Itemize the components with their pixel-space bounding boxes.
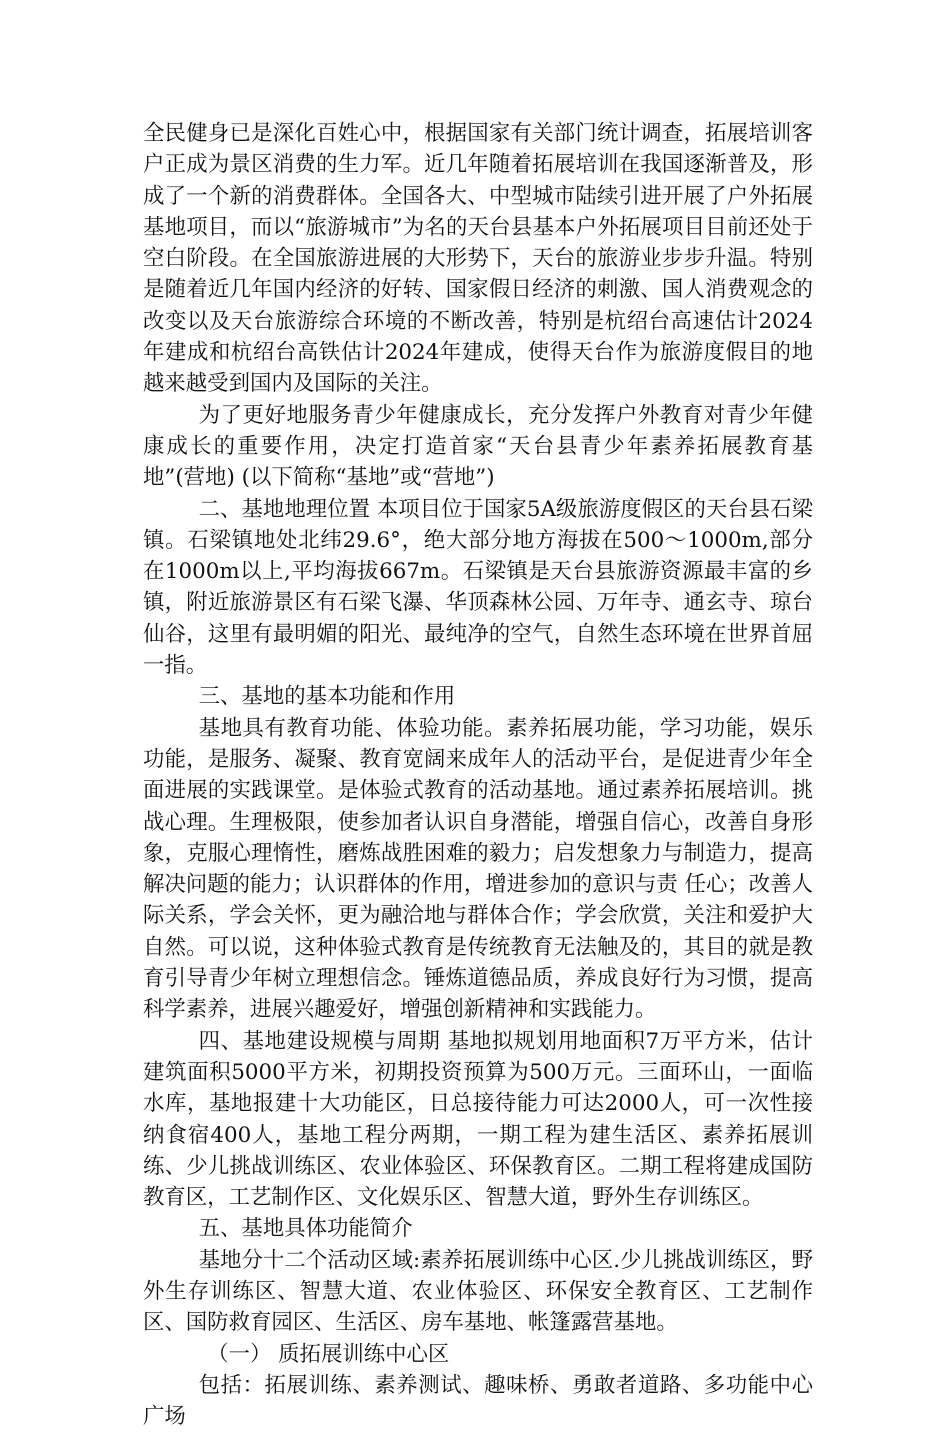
paragraph-areas: 基地分十二个活动区域:素养拓展训练中心区.少儿挑战训练区，野外生存训练区、智慧大道、农业体验区、环保安全教育区、工艺制作区、国防救育园区、生活区、房车基地、帐篷露营基地。 bbox=[143, 1247, 813, 1336]
paragraph-scale: 四、基地建设规模与周期 基地拟规划用地面积7万平方米，估计建筑面积5000平方米，初期投资预算为500万元。三面环山，一面临水库，基地报建十大功能区，日总接待能力可达2000人，可一次性接纳食宿400人，基地工程分两期，一期工程为建生活区、素养拓展训练、少儿挑战训练区、农业体验区、环保教育区。二期工程将建成国防教育区，工艺制作区、文化娱乐区、智慧大道，野外生存训练区。 bbox=[143, 1028, 813, 1211]
section-heading-functions: 三、基地的基本功能和作用 bbox=[198, 684, 456, 710]
paragraph-training-items: 包括：拓展训练、素养测试、趣味桥、勇敢者道路、多功能中心广场 bbox=[143, 1372, 813, 1430]
document-body bbox=[143, 118, 813, 1432]
subsection-heading-training: （一） 质拓展训练中心区 bbox=[207, 1341, 450, 1367]
section-heading-details: 五、基地具体功能简介 bbox=[198, 1216, 413, 1242]
paragraph-functions: 基地具有教育功能、体验功能。素养拓展功能，学习功能，娱乐功能，是服务、凝聚、教育宽阔来成年人的活动平台，是促进青少年全面进展的实践课堂。是体验式教育的活动基地。通过素养拓展培训。挑战心理。生理极限，使参加者认识自身潜能，增强自信心，改善自身形象，克服心理惰性，磨炼战胜困难的毅力；启发想象力与制造力，提高解决问题的能力；认识群体的作用，增进参加的意识与责 任心；改善人际关系，学会关怀，更为融洽地与群体合作；学会欣赏，关注和爱护大自然。可以说，这种体验式教育是传统教育无法触及的，其目的就是教育引导青少年树立理想信念。锤炼道德品质，养成良好行为习惯，提高科学素养，进展兴趣爱好，增强创新精神和实践能力。 bbox=[143, 715, 813, 1023]
paragraph-intro: 全民健身已是深化百姓心中，根据国家有关部门统计调查，拓展培训客户正成为景区消费的生力军。近几年随着拓展培训在我国逐渐普及，形成了一个新的消费群体。全国各大、中型城市陆续引进开展了户外拓展基地项目，而以“旅游城市”为名的天台县基本户外拓展项目目前还处于空白阶段。在全国旅游进展的大形势下，天台的旅游业步步升温。特别是随着近几年国内经济的好转、国家假日经济的刺激、国人消费观念的改变以及天台旅游综合环境的不断改善，特别是杭绍台高速估计2024年建成和杭绍台高铁估计2024年建成，使得天台作为旅游度假目的地越来越受到国内及国际的关注。 bbox=[143, 121, 813, 397]
paragraph-location: 二、基地地理位置 本项目位于国家5A级旅游度假区的天台县石梁镇。石梁镇地处北纬29.6°，绝大部分地方海拔在500～1000m,部分在1000m以上,平均海拔667m。石梁镇是天台县旅游资源最丰富的乡镇，附近旅游景区有石梁飞瀑、华顶森林公园、万年寺、通玄寺、琼台仙谷，这里有最明媚的阳光、最纯净的空气，自然生态环境在世界首屈一指。 bbox=[143, 496, 813, 679]
paragraph-purpose: 为了更好地服务青少年健康成长，充分发挥户外教育对青少年健康成长的重要作用，决定打造首家“天台县青少年素养拓展教育基地”(营地) (以下简称“基地”或“营地”) bbox=[143, 402, 813, 491]
